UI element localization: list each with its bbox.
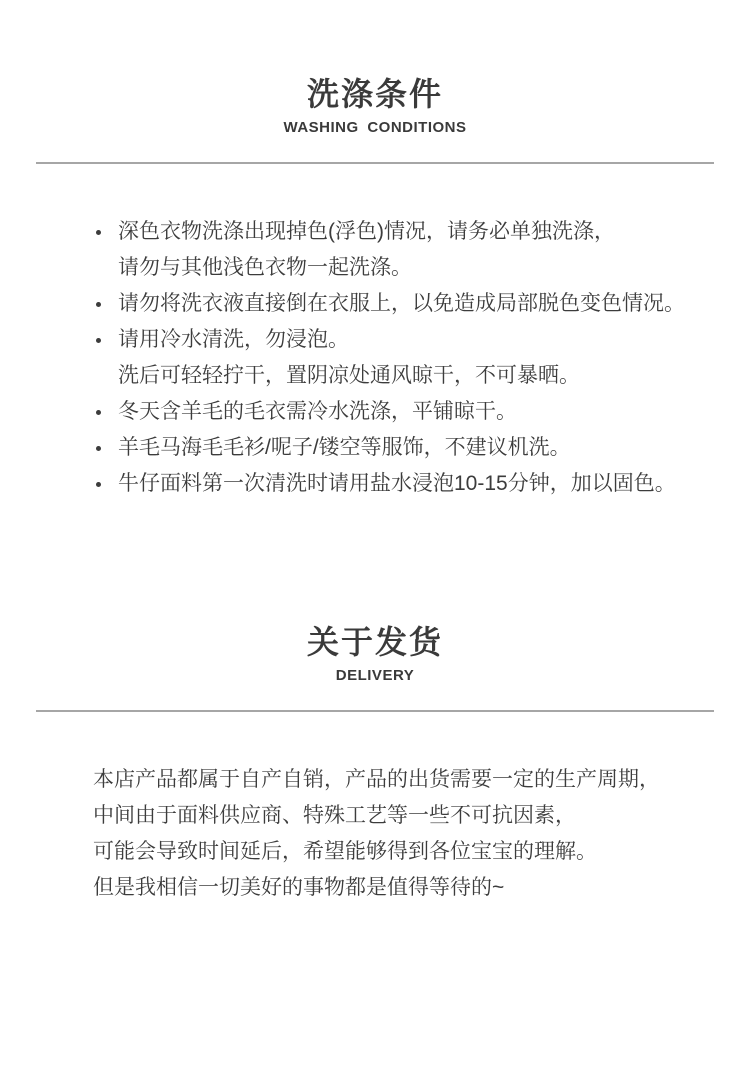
- delivery-paragraph: [0, 762, 750, 906]
- bullet-dot-icon: [96, 410, 101, 415]
- list-item-line: 洗后可轻轻拧干，置阴凉处通风晾干，不可暴晒。: [118, 364, 580, 387]
- section-divider: [36, 162, 714, 164]
- list-item: [96, 394, 710, 430]
- bullet-dot-icon: [96, 230, 101, 235]
- washing-section-subtitle: WASHING CONDITIONS: [283, 119, 467, 136]
- delivery-section-subtitle: DELIVERY: [335, 667, 415, 684]
- list-item-line: 请勿与其他浅色衣物一起洗涤。: [118, 256, 412, 279]
- list-item-line: 羊毛马海毛毛衫/呢子/镂空等服饰，不建议机洗。: [118, 436, 571, 459]
- list-item-line: 深色衣物洗涤出现掉色(浮色)情况，请务必单独洗涤，: [118, 220, 615, 243]
- bullet-dot-icon: [96, 302, 101, 307]
- list-item: [96, 214, 710, 286]
- paragraph-line: 可能会导致时间延后，希望能够得到各位宝宝的理解。: [93, 840, 597, 863]
- washing-conditions-section: [0, 0, 750, 502]
- paragraph-line: 本店产品都属于自产自销，产品的出货需要一定的生产周期，: [93, 768, 660, 791]
- list-item-text: [118, 394, 517, 430]
- list-item-text: [118, 466, 676, 502]
- washing-section-header: [0, 0, 750, 138]
- paragraph-line: 但是我相信一切美好的事物都是值得等待的~: [93, 876, 505, 899]
- delivery-section: [0, 502, 750, 906]
- list-item-line: 请勿将洗衣液直接倒在衣服上，以免造成局部脱色变色情况。: [118, 292, 685, 315]
- list-item-line: 请用冷水清洗，勿浸泡。: [118, 328, 349, 351]
- washing-instructions-list: [0, 214, 750, 502]
- list-item-line: 牛仔面料第一次清洗时请用盐水浸泡10-15分钟，加以固色。: [118, 472, 676, 495]
- list-item-text: [118, 430, 571, 466]
- list-item: [96, 286, 710, 322]
- paragraph-line: 中间由于面料供应商、特殊工艺等一些不可抗因素，: [93, 804, 576, 827]
- delivery-section-header: [0, 502, 750, 686]
- list-item: [96, 430, 710, 466]
- bullet-dot-icon: [96, 338, 101, 343]
- list-item: [96, 466, 710, 502]
- section-divider: [36, 710, 714, 712]
- list-item-text: [118, 214, 615, 286]
- list-item-line: 冬天含羊毛的毛衣需冷水洗涤，平铺晾干。: [118, 400, 517, 423]
- bullet-dot-icon: [96, 482, 101, 487]
- list-item-text: [118, 322, 580, 394]
- list-item: [96, 322, 710, 394]
- delivery-section-title: 关于发货: [306, 624, 443, 660]
- bullet-dot-icon: [96, 446, 101, 451]
- list-item-text: [118, 286, 685, 322]
- washing-section-title: 洗涤条件: [306, 76, 443, 112]
